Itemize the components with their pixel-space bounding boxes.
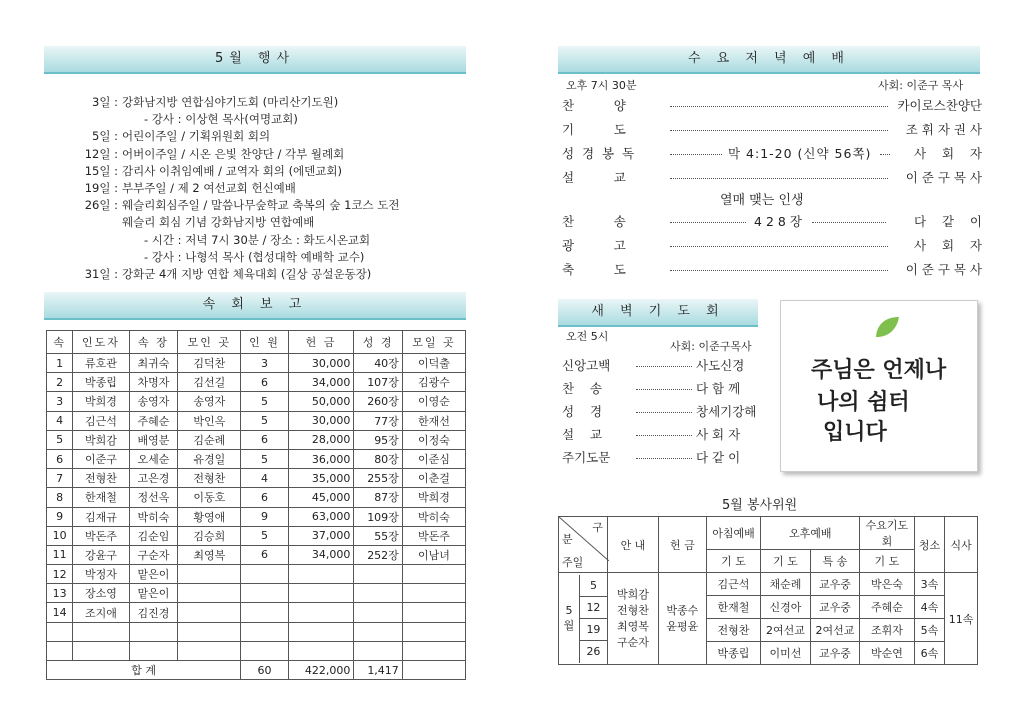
table-row: 11 강윤구 구순자 최영복 6 34,000 252장 이남녀 [47, 545, 466, 564]
dawn-row: 신앙고백 사도신경 [562, 358, 745, 373]
dawn-banner: 새 벽 기 도 회 [558, 299, 758, 327]
event-line: 12일 : 어버이주일 / 시온 은빛 찬양단 / 각부 월례회 [84, 146, 345, 161]
table-row: 2 박종립 차명자 김선길 6 34,000 107장 김광수 [47, 373, 466, 392]
service-row: 5 월 5 12 19 26 박희감 전형찬 최영복 구순자 박종수 윤평윤 김근석 채순례 교우중 박은숙 3속 11속 [559, 573, 978, 596]
leaf-icon [873, 313, 903, 343]
calligraphy-frame [780, 300, 978, 472]
report-header: 속 장 [129, 331, 178, 354]
event-line: 3일 : 강화남지방 연합심야기도회 (마리산기도원) [92, 95, 339, 109]
cell-report-table [46, 330, 466, 680]
dawn-host: 사회: 이준구목사 [670, 340, 752, 353]
order-row: 찬 양 카이로스찬양단 [562, 98, 982, 113]
dawn-row: 주기도문 다 같 이 [562, 450, 741, 465]
table-row: 14 조지애 김진경 [47, 603, 466, 622]
calligraphy-line-2: 나의 쉼터 [817, 389, 910, 415]
report-header: 헌 금 [288, 331, 354, 354]
event-line: 5일 : 어린이주일 / 기획위원회 회의 [92, 129, 271, 144]
sermon-title: 열매 맺는 인생 [720, 193, 804, 208]
order-row: 설 교 이 준 구 목 사 [562, 170, 982, 185]
total-row: 합 계 60 422,000 1,417 [47, 661, 466, 680]
order-row: 기 도 조 휘 자 권 사 [562, 122, 982, 137]
table-row [47, 622, 466, 641]
dawn-row: 찬 송 다 함 께 [562, 381, 741, 396]
service-row: 박종립 이미선 교우중 박순연 6속 [559, 642, 978, 665]
report-banner: 속 회 보 고 [44, 292, 466, 320]
report-header: 모인 곳 [178, 331, 241, 354]
service-table: 구 분 주일 안 내 헌 금 아침예배 오후예배 수요기도회 청소 식사 기 도 기 도 특 송 기 도 5 월 5 12 19 26 박희감 전형찬 최영복 구순자 박종수 윤평윤 김근석 채순례 교우중 박은숙 3속 11속 한재철 신경아 교우중 주혜순 4속 전형찬 2여선교 2여선교 조휘자 5속 박종립 이미선 교우중 박순연 6속 [558, 516, 978, 665]
order-row: 축 도 이 준 구 목 사 [562, 262, 982, 277]
corner-cell: 구 분 주일 [559, 517, 608, 573]
event-line: 26일 : 웨슬리회심주일 / 말씀나무숲학교 축복의 숲 1코스 도전 [84, 198, 400, 213]
table-row: 8 한재철 정선옥 이동호 6 45,000 87장 박희경 [47, 488, 466, 507]
report-header: 모일 곳 [402, 331, 465, 354]
table-row: 7 전형찬 고은경 전형찬 4 35,000 255장 이춘걸 [47, 469, 466, 488]
table-row: 9 김재규 박히숙 황영애 9 63,000 109장 박히숙 [47, 507, 466, 526]
order-row: 찬 송 428장 다 같 이 [562, 214, 982, 229]
event-line: 19일 : 부부주일 / 제 2 여선교회 헌신예배 [84, 181, 296, 196]
service-title: 5월 봉사위원 [722, 498, 798, 513]
calligraphy-line-3: 입니다 [823, 419, 887, 445]
dawn-row: 성 경 창세기강해 [562, 404, 757, 419]
events-banner: 5월 행사 [44, 46, 466, 74]
event-line: - 강사 : 이상현 목사(여명교회) [144, 112, 298, 127]
event-line: 31일 : 강화군 4개 지방 연합 체육대회 (길상 공설운동장) [84, 267, 372, 282]
table-row: 5 박희감 배영분 김순례 6 28,000 95장 이정숙 [47, 430, 466, 449]
report-header: 인 원 [241, 331, 288, 354]
report-header: 속 [47, 331, 73, 354]
wed-time: 오후 7시 30분 [566, 79, 637, 92]
service-row: 한재철 신경아 교우중 주혜순 4속 [559, 596, 978, 619]
table-row: 1 류호관 최귀숙 김덕찬 3 30,000 40장 이덕출 [47, 354, 466, 373]
order-row: 성 경 봉 독 막 4:1-20 (신약 56쪽) 사 회 자 [562, 146, 982, 161]
events-list [78, 94, 458, 283]
calligraphy-line-1: 주님은 언제나 [811, 357, 947, 383]
event-line: 15일 : 감리사 이취임예배 / 교역자 회의 (에덴교회) [84, 163, 342, 178]
dawn-time: 오전 5시 [566, 330, 609, 343]
table-row: 12 박정자 맡은이 [47, 565, 466, 584]
table-row: 4 김근석 주혜순 박인옥 5 30,000 77장 한재선 [47, 411, 466, 430]
wednesday-banner: 수 요 저 녁 예 배 [558, 46, 980, 74]
table-row: 10 박돈주 김순임 김승희 5 37,000 55장 박돈주 [47, 526, 466, 545]
order-row: 광 고 사 회 자 [562, 238, 982, 253]
table-row [47, 641, 466, 660]
wed-host: 사회: 이준구 목사 [878, 79, 964, 92]
table-row: 13 장소영 맡은이 [47, 584, 466, 603]
event-line: - 시간 : 저녁 7시 30분 / 장소 : 화도시온교회 [144, 232, 371, 247]
table-row: 3 박희경 송영자 송영자 5 50,000 260장 이영순 [47, 392, 466, 411]
service-row: 전형찬 2여선교 2여선교 조휘자 5속 [559, 619, 978, 642]
report-header: 인도자 [73, 331, 129, 354]
event-line: - 강사 : 나형석 목사 (협성대학 예배학 교수) [144, 249, 365, 264]
dawn-row: 설 교 사 회 자 [562, 427, 741, 442]
table-row: 6 이준구 오세순 유경일 5 36,000 80장 이준심 [47, 449, 466, 468]
event-line: 웨슬리 회심 기념 강화남지방 연합예배 [122, 215, 315, 230]
report-header: 성 경 [354, 331, 402, 354]
